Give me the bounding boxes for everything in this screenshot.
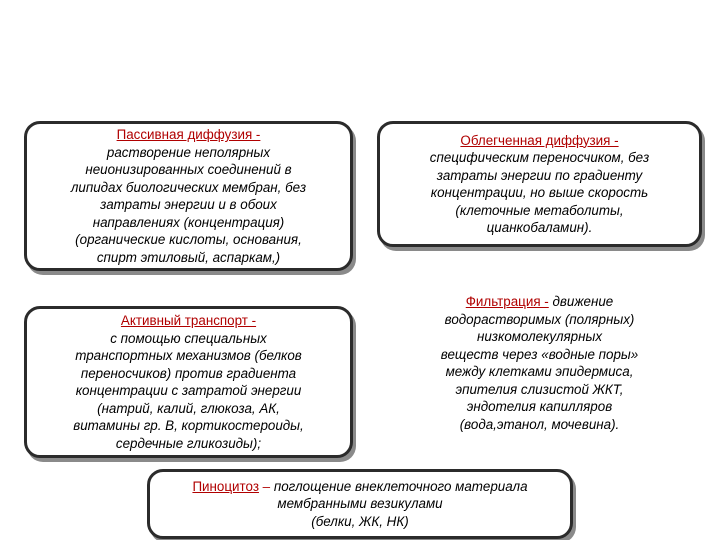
- filtration-line: водорастворимых (полярных): [444, 311, 635, 327]
- facilitated-diffusion-line: специфическим переносчиком, без: [429, 150, 650, 165]
- filtration-line: низкомолекулярных: [476, 329, 603, 344]
- filtration-line: (вода,этанол, мочевина).: [459, 416, 620, 432]
- filtration-heading: [466, 293, 614, 311]
- filtration-line: эпителия слизистой ЖКТ,: [455, 381, 624, 397]
- pinocytosis-line: мембранными везикулами: [277, 496, 443, 512]
- active-transport-line: с помощью специальных: [110, 330, 267, 346]
- passive-diffusion-line: растворение неполярных: [106, 144, 271, 160]
- active-transport-line: сердечные гликозиды);: [115, 435, 262, 451]
- active-transport-line: концентрации с затратой энергии: [75, 383, 302, 398]
- filtration-line: веществ через «водные поры»: [440, 346, 639, 362]
- facilitated-diffusion-line: цианкобаламин).: [486, 220, 593, 235]
- pinocytosis-heading: [192, 478, 527, 496]
- filtration-box: [377, 284, 702, 442]
- facilitated-diffusion-line: концентрации, но выше скорость: [430, 185, 649, 200]
- pinocytosis-first-line: поглощение внеклеточного материала: [273, 478, 528, 494]
- passive-diffusion-line: липидах биологических мембран, без: [70, 179, 307, 195]
- passive-diffusion-line: затраты энергии и в обоих: [100, 197, 277, 212]
- active-transport-line: витамины гр. В, кортикостероиды,: [73, 418, 304, 433]
- passive-diffusion-line: (органические кислоты, основания,: [75, 232, 302, 247]
- passive-diffusion-line: неионизированных соединений в: [85, 162, 292, 177]
- active-transport-line: (натрий, калий, глюкоза, АК,: [97, 400, 280, 416]
- pinocytosis-title: Пиноцитоз: [192, 478, 259, 494]
- pinocytosis-box: [147, 469, 573, 539]
- passive-diffusion-box: [24, 121, 353, 271]
- filtration-title: Фильтрация -: [465, 294, 549, 309]
- passive-diffusion-line: спирт этиловый, аспаркам,): [96, 249, 281, 265]
- pinocytosis-dash: –: [258, 478, 274, 494]
- pinocytosis-line: (белки, ЖК, НК): [311, 513, 409, 529]
- facilitated-diffusion-line: затраты энергии по градиенту: [436, 167, 643, 183]
- facilitated-diffusion-line: (клеточные метаболиты,: [455, 202, 624, 218]
- filtration-line: между клетками эпидермиса,: [445, 364, 634, 379]
- facilitated-diffusion-title: Облегченная диффузия -: [460, 132, 619, 148]
- active-transport-box: [24, 306, 353, 458]
- active-transport-line: переносчиков) против градиента: [80, 365, 297, 381]
- passive-diffusion-line: направлениях (концентрация): [92, 214, 285, 230]
- passive-diffusion-title: Пассивная диффузия -: [116, 127, 261, 142]
- active-transport-line: транспортных механизмов (белков: [75, 348, 302, 363]
- facilitated-diffusion-box: [377, 121, 702, 247]
- active-transport-title: Активный транспорт -: [120, 313, 257, 328]
- filtration-title-tail: движение: [548, 294, 614, 309]
- filtration-line: эндотелия капилляров: [466, 399, 613, 414]
